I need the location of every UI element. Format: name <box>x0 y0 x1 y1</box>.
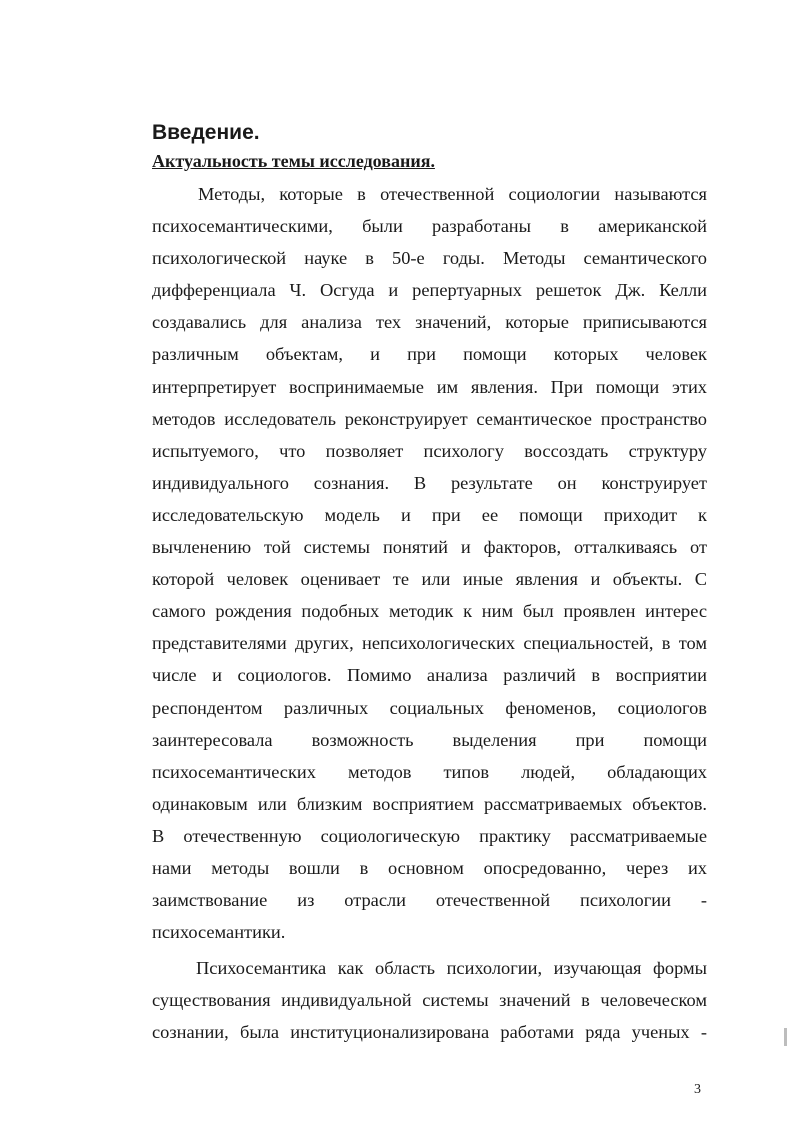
page-number: 3 <box>694 1082 701 1097</box>
text-line: индивидуального сознания. В результате он конструирует <box>152 472 707 493</box>
text-line: которой человек оценивает те или иные явления и объекты. С <box>152 569 707 590</box>
text-line: респондентом различных социальных феноменов, социологов <box>152 697 707 718</box>
text-line: психосемантических методов типов людей, обладающих <box>152 761 707 782</box>
text-line: интерпретирует воспринимаемые им явления. При помощи этих <box>152 376 707 397</box>
paragraph-relevance <box>152 178 707 948</box>
text-line: психосемантическими, были разработаны в американской <box>152 216 707 237</box>
paragraph-psychosemantics <box>152 952 707 1048</box>
text-line: самого рождения подобных методик к ним был проявлен интерес <box>152 601 707 622</box>
text-line: сознании, была институционализирована работами ряда ученых - <box>152 1022 707 1043</box>
text-line: представителями других, непсихологических специальностей, в том <box>152 633 707 654</box>
text-line: одинаковым или близким восприятием рассматриваемых объектов. <box>152 793 707 814</box>
text-line: существования индивидуальной системы значений в человеческом <box>152 990 707 1011</box>
text-line: нами методы вошли в основном опосредованно, через их <box>152 857 707 878</box>
text-line: дифференциала Ч. Осгуда и репертуарных решеток Дж. Келли <box>152 280 707 301</box>
section-subheading: Актуальность темы исследования. <box>152 151 435 171</box>
text-line: вычленению той системы понятий и факторов, отталкиваясь от <box>152 537 707 558</box>
text-line: испытуемого, что позволяет психологу воссоздать структуру <box>152 440 707 461</box>
text-line: Психосемантика как область психологии, изучающая формы <box>196 958 707 978</box>
text-line: В отечественную социологическую практику рассматриваемые <box>152 825 707 846</box>
text-line: создавались для анализа тех значений, которые приписываются <box>152 312 707 333</box>
text-line: психологической науке в 50-е годы. Методы семантического <box>152 248 707 269</box>
text-line: методов исследователь реконструирует семантическое пространство <box>152 408 707 429</box>
text-line: заимствование из отрасли отечественной психологии - <box>152 890 707 911</box>
text-line: Методы, которые в отечественной социологии называются <box>198 184 707 204</box>
text-line: числе и социологов. Помимо анализа различий в восприятии <box>152 665 707 686</box>
margin-mark <box>784 1028 787 1046</box>
text-line: заинтересовала возможность выделения при помощи <box>152 729 707 750</box>
text-line: психосемантики. <box>152 922 286 943</box>
text-line: исследовательскую модель и при ее помощи приходит к <box>152 504 707 525</box>
text-line: различным объектам, и при помощи которых человек <box>152 344 707 365</box>
section-heading: Введение. <box>152 121 260 144</box>
